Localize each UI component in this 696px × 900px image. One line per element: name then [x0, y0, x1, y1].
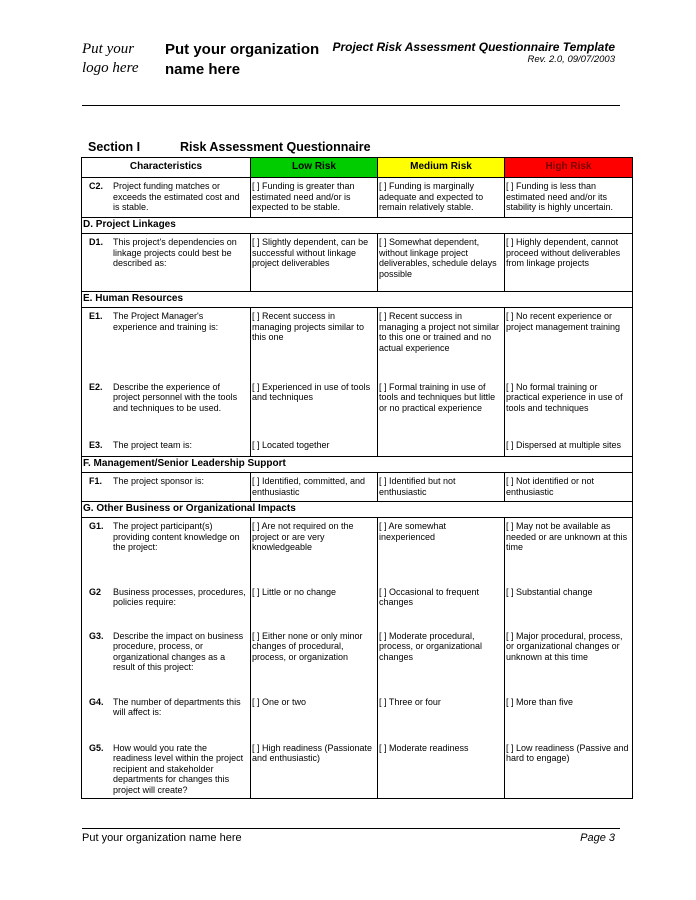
question-id: G3.: [89, 630, 104, 641]
high-risk-option[interactable]: [ ] Not identified or not enthusiastic: [505, 473, 633, 502]
low-risk-option[interactable]: [ ] Experienced in use of tools and techniques: [251, 379, 378, 437]
high-risk-option[interactable]: [ ] Major procedural, process, or organizational changes or unknown at this time: [505, 628, 633, 694]
question-cell: [82, 308, 251, 379]
medium-risk-option[interactable]: [ ] Are somewhat inexperienced: [378, 518, 505, 584]
question-text: The project sponsor is:: [113, 476, 205, 486]
question-id: F1.: [89, 476, 103, 486]
high-risk-option[interactable]: [ ] Funding is less than estimated need and/or its stability is highly uncertain.: [505, 178, 633, 218]
high-risk-option[interactable]: [ ] No formal training or practical experience in use of tools and techniques: [505, 379, 633, 437]
question-cell: [82, 628, 251, 694]
high-risk-option[interactable]: [ ] May not be available as needed or are unknown at this time: [505, 518, 633, 584]
table-row: [82, 379, 633, 437]
question-text: The project participant(s) providing content knowledge on the project:: [113, 521, 240, 552]
high-risk-option[interactable]: [ ] More than five: [505, 694, 633, 740]
question-text: The project team is:: [113, 439, 193, 450]
medium-risk-option[interactable]: [ ] Three or four: [378, 694, 505, 740]
question-id: E1.: [89, 311, 103, 321]
question-text: Project funding matches or exceeds the estimated cost and is stable.: [113, 181, 240, 212]
low-risk-option[interactable]: [ ] Either none or only minor changes of procedural, process, or organization: [251, 628, 378, 694]
table-row: [82, 694, 633, 740]
table-row: [82, 740, 633, 799]
low-risk-option[interactable]: [ ] High readiness (Passionate and enthusiastic): [251, 740, 378, 799]
question-cell: [82, 694, 251, 740]
question-text: Describe the impact on business procedure, process, or organizational changes as a result of this project:: [113, 630, 244, 672]
table-row: [82, 178, 633, 218]
question-cell: [82, 473, 251, 502]
question-cell: [82, 178, 251, 218]
question-text: The Project Manager's experience and training is:: [113, 311, 219, 332]
question-text: How would you rate the readiness level within the project recipient and stakeholder departments for changes this project will create?: [113, 742, 244, 795]
header-high-risk: High Risk: [505, 158, 633, 178]
section-heading: F. Management/Senior Leadership Support: [82, 457, 633, 473]
table-row: [82, 437, 633, 457]
question-cell: [82, 518, 251, 584]
question-id: G2: [89, 586, 102, 597]
question-cell: [82, 584, 251, 628]
high-risk-option[interactable]: [ ] Substantial change: [505, 584, 633, 628]
section-heading: D. Project Linkages: [82, 218, 633, 234]
low-risk-option[interactable]: [ ] Located together: [251, 437, 378, 457]
high-risk-option[interactable]: [ ] Dispersed at multiple sites: [505, 437, 633, 457]
medium-risk-option[interactable]: [ ] Recent success in managing a project not similar to this one or trained and no actual experience: [378, 308, 505, 379]
header-low-risk: Low Risk: [251, 158, 378, 178]
question-id: D1.: [89, 237, 104, 247]
footer-divider: [82, 828, 620, 829]
medium-risk-option[interactable]: [ ] Identified but not enthusiastic: [378, 473, 505, 502]
low-risk-option[interactable]: [ ] Identified, committed, and enthusiastic: [251, 473, 378, 502]
table-row: [82, 518, 633, 584]
question-cell: [82, 379, 251, 437]
page-number: Page 3: [580, 832, 615, 844]
low-risk-option[interactable]: [ ] One or two: [251, 694, 378, 740]
section-heading: E. Human Resources: [82, 292, 633, 308]
high-risk-option[interactable]: [ ] Highly dependent, cannot proceed without deliverables from linkage projects: [505, 234, 633, 292]
question-text: Describe the experience of project personnel with the tools and techniques to be used.: [113, 381, 238, 413]
low-risk-option[interactable]: [ ] Funding is greater than estimated need and/or is expected to be stable.: [251, 178, 378, 218]
high-risk-option[interactable]: [ ] No recent experience or project management training: [505, 308, 633, 379]
high-risk-option[interactable]: [ ] Low readiness (Passive and hard to engage): [505, 740, 633, 799]
section-title: Risk Assessment Questionnaire: [180, 140, 371, 154]
medium-risk-option[interactable]: [ ] Formal training in use of tools and techniques but little or no practical experience: [378, 379, 505, 437]
section-row: [82, 502, 633, 518]
section-row: [82, 292, 633, 308]
header-characteristics: Characteristics: [82, 158, 251, 178]
document-title: Project Risk Assessment Questionnaire Template: [332, 40, 615, 54]
document-revision: Rev. 2.0, 09/07/2003: [527, 54, 615, 65]
medium-risk-option[interactable]: [378, 437, 505, 457]
section-label: Section I: [88, 140, 141, 154]
low-risk-option[interactable]: [ ] Slightly dependent, can be successful without linkage project deliverables: [251, 234, 378, 292]
question-id: C2.: [89, 181, 104, 191]
table-header-row: [82, 158, 633, 178]
table-row: [82, 473, 633, 502]
question-id: E2.: [89, 381, 103, 392]
footer-organization: Put your organization name here: [82, 832, 242, 844]
question-id: E3.: [89, 439, 103, 450]
section-row: [82, 457, 633, 473]
question-cell: [82, 437, 251, 457]
section-heading: G. Other Business or Organizational Impacts: [82, 502, 633, 518]
question-cell: [82, 740, 251, 799]
header-divider: [82, 105, 620, 106]
question-id: G4.: [89, 696, 104, 707]
table-row: [82, 234, 633, 292]
low-risk-option[interactable]: [ ] Recent success in managing projects similar to this one: [251, 308, 378, 379]
organization-name: Put your organization name here: [165, 41, 320, 78]
medium-risk-option[interactable]: [ ] Funding is marginally adequate and expected to remain relatively stable.: [378, 178, 505, 218]
logo-placeholder: Put your logo here: [82, 41, 139, 76]
question-text: This project's dependencies on linkage projects could best be described as:: [113, 237, 237, 268]
question-id: G1.: [89, 521, 104, 531]
medium-risk-option[interactable]: [ ] Somewhat dependent, without linkage project deliverables, schedule delays possible: [378, 234, 505, 292]
header-medium-risk: Medium Risk: [378, 158, 505, 178]
question-cell: [82, 234, 251, 292]
medium-risk-option[interactable]: [ ] Moderate procedural, process, or organizational changes: [378, 628, 505, 694]
low-risk-option[interactable]: [ ] Are not required on the project or are very knowledgeable: [251, 518, 378, 584]
question-text: Business processes, procedures, policies require:: [113, 586, 246, 607]
medium-risk-option[interactable]: [ ] Occasional to frequent changes: [378, 584, 505, 628]
medium-risk-option[interactable]: [ ] Moderate readiness: [378, 740, 505, 799]
low-risk-option[interactable]: [ ] Little or no change: [251, 584, 378, 628]
table-row: [82, 308, 633, 379]
question-id: G5.: [89, 742, 104, 753]
table-row: [82, 628, 633, 694]
section-row: [82, 218, 633, 234]
risk-questionnaire-table: [81, 157, 633, 799]
table-row: [82, 584, 633, 628]
question-text: The number of departments this will affect is:: [113, 696, 241, 717]
